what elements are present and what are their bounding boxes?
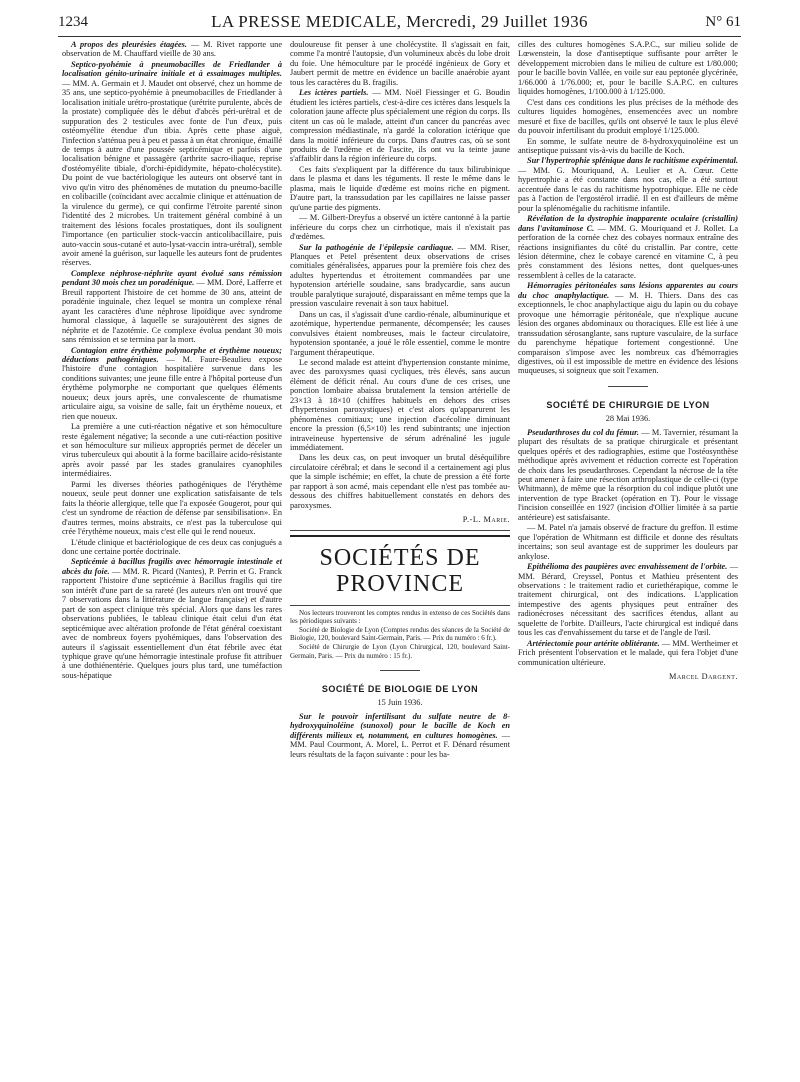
- paragraph-title: Révélation de la dystrophie inapparente oculaire (cristallin) dans l'avitaminose C.: [518, 214, 738, 233]
- divider: [380, 670, 420, 671]
- paragraph: [518, 428, 738, 523]
- paragraph: Ces faits s'expliquent par la différence du taux bilirubinique dans le plasma et dans les téguments. Il reste le même dans le plasma, mais le liquide d'œdème est moins riche en pigment. D'autre part, la transsudation par les capillaires ne laisse passer qu'une partie des pigments.: [290, 164, 510, 212]
- paragraph-body: — M. Rivet rapporte une observation de M. Chauffard vieille de 30 ans.: [62, 40, 282, 59]
- paragraph: cilles des cultures homogènes S.A.P.C., sur milieu solide de Lœwenstein, la dose d'antiseptique suffisante pour arrêter le développement microbien dans le milieu de culture est 1/80.000; pour le bacille bovin Vallée, en voile sur eau peptonée glycérinée, 1/66.000 à 1/76.000; et, pour le bacille S.A.P.C. en cultures liquides homogènes, 1/100.000 à 1/125.000.: [518, 40, 738, 97]
- paragraph-title: Sur l'hypertrophie splénique dans le rachitisme expérimental.: [527, 156, 738, 166]
- paragraph-title: Hémorragies péritonéales sans lésions apparentes au cours du choc anaphylactique.: [518, 281, 738, 300]
- paragraph-body: — MM. Paul Courmont, A. Morel, L. Perrot et F. Dénard résument leurs résultats de la façon suivante : pour les ba-: [290, 730, 511, 759]
- paragraph-body: — MM. G. Mouriquand et J. Rollet. La perforation de la cornée chez des cobayes normaux entraîne des réactions insignifiantes du côté du cristallin. Par contre, cette lésion détermine, chez le cobaye carencé en vitamine C, à peu près constamment des lésions nettes, dont quelques-unes ressemblent à celles de la cataracte.: [518, 223, 738, 280]
- paragraph-body: — MM. G. Mouriquand, A. Leulier et A. Cœur. Cette hypertrophie a été constante dans nos cas, elle a été surtout accentuée dans le cas du rachitisme hypotrophique. Elle ne cède pas à l'action de l'ergostérol irradié. Il en est d'ailleurs de même pour la splénomégalie du rachitisme infantile.: [518, 165, 738, 213]
- paragraph-title: Pseudarthroses du col du fémur.: [527, 427, 639, 437]
- paragraph: — M. Patel n'a jamais observé de fracture du greffon. Il estime que l'opération de Whitmann est difficile et donne des résultats incertains; son seul avantage est de supprimer les douleurs par ankylose.: [518, 523, 738, 561]
- page-number: 1234: [58, 14, 88, 30]
- paragraph-title: Contagion entre érythème polymorphe et érythème noueux; déductions pathogéniques.: [62, 345, 282, 364]
- editorial-note: [290, 609, 510, 660]
- paragraph: [518, 639, 738, 667]
- paragraph-body: — MM. Noël Fiessinger et G. Boudin étudient les ictères partiels, c'est-à-dire ces ictères dans lesquels la coloration jaune affecte plus spécialement une région du corps. Ils citent un cas où le malade, atteint d'un cancer du pancréas avec compression médiastinale, n'a gardé la coloration ictérique que dans la moitié inférieure du corps. Dans d'autres cas, où se sont produits de l'œdème et de l'ascite, ils ont vu la teinte jaune s'affaiblir dans la région inférieure du corps.: [290, 88, 511, 164]
- note-text: Société de Chirurgie de Lyon (Lyon Chirurgical, 120, boulevard Saint-Germain, Paris. — Prix du numéro : 15 fr.).: [290, 643, 510, 660]
- journal-title: LA PRESSE MEDICALE, Mercredi, 29 Juillet 1936: [211, 12, 588, 31]
- paragraph: [62, 346, 282, 422]
- paragraph-body: — MM. R. Picard (Nantes), P. Perrin et G. Franck rapportent l'histoire d'une septicémie à Bacillus fragilis qui tire son intérêt d'une part de sa rareté (les auteurs n'en ont trouvé que 7 observations dans la littérature de langue française) et d'autre part de son aspect clinique très spécial. Alors que dans les rares observations publiées, le tableau clinique était celui d'un état septicémique avec altération profonde de l'état général coexistant avec de nombreux foyers pyohémiques, dans l'observation des auteurs il s'agissait essentiellement d'un état fébrile avec état typhique grave qu'une hémorragie intestinale profuse fit attribuer à une dothiénentérie. Quelques jours plus tard, une tuméfaction sous-hépatique: [62, 566, 282, 680]
- session-date: 28 Mai 1936.: [605, 414, 651, 424]
- paragraph-body: — M. Tavernier, résumant la plupart des résultats de sa pratique chirurgicale et présentant quelques opérés et des radiographies, estime que l'ostéosynthèse méthodique après avivement et réduction correcte est l'opération de choix dans les pseudarthroses. Cependant la nécrose de la tête peut amener à faire une résection arthroplastique de celle-ci (type Whitmann), de même que la résorption du col indique plutôt une intervention de type Bracket (opération en T). Pour le vissage l'incision conseillée en 1927 (incision d'Ollier limitée à sa partie antérieure) est satisfaisante.: [518, 427, 738, 522]
- paragraph: [518, 156, 738, 213]
- paragraph-title: Artériectomie pour artérite oblitérante.: [527, 638, 660, 648]
- paragraph-title: Complexe néphrose-néphrite ayant évolué sans rémission pendant 30 mois chez un poradénique.: [62, 268, 282, 288]
- paragraph-title: Septico-pyohémie à pneumobacilles de Friedlander à localisation génito-urinaire initiale et à essaimages multiples.: [62, 59, 282, 79]
- divider: [608, 386, 648, 387]
- note-text: Société de Biologie de Lyon (Comptes rendus des séances de la Société de Biologie, 120, boulevard Saint-Germain, Paris. — Prix du numéro : 6 fr.).: [290, 626, 510, 643]
- note-text: Nos lecteurs trouveront les comptes rendus in extenso de ces Sociétés dans les périodiques suivants :: [290, 608, 510, 625]
- paragraph: Parmi les diverses théories pathogéniques de l'érythème noueux, seule peut donner une explication satisfaisante de tels faits la théorie allergique, telle que l'a exposée Gougerot, pour qui c'est un syndrome de réaction de défense par sensibilisation». En d'autres termes, moins abstraits, ce n'est pas la tuberculose qui crée l'érythème noueux, mais c'est elle qui le rend noueux.: [62, 479, 282, 537]
- paragraph: [518, 562, 738, 638]
- column-middle: [290, 40, 510, 759]
- paragraph: En somme, le sulfate neutre de 8-hydroxyquinoléine est un antiseptique puissant vis-à-vis du bacille de Koch.: [518, 136, 738, 155]
- section-divider-thick: [290, 535, 510, 537]
- society-title: SOCIÉTÉ DE CHIRURGIE DE LYON: [546, 399, 710, 410]
- signature: [518, 672, 738, 681]
- paragraph-title: A propos des pleurésies étagées.: [71, 40, 187, 49]
- section-divider: [290, 605, 510, 606]
- paragraph: [518, 214, 738, 280]
- section-heading: SOCIÉTÉS DE PROVINCE: [319, 544, 481, 597]
- signature-text: P.-L. Marie.: [462, 515, 510, 525]
- paragraph: [62, 60, 282, 268]
- session-date: 15 Juin 1936.: [377, 698, 423, 708]
- section-divider: [290, 530, 510, 531]
- paragraph-body: — M. Faure-Beaulieu expose l'histoire d'une contagion hospitalière survenue dans les conditions suivantes; une jeune fille entre à l'hôpital porteuse d'un érythème polymorphe ne comportant que quelques éléments noueux; deux jours après, une convalescente de rhumatisme articulaire aigu, sa voisine de salle, fait un érythème noueux, et rien que noueux.: [62, 354, 282, 421]
- paragraph: L'étude clinique et bactériologique de ces deux cas conjugués a donc une certaine portée doctrinale.: [62, 537, 282, 557]
- paragraph: — M. Gilbert-Dreyfus a observé un ictère cantonné à la partie inférieure du corps chez un cirrhotique, mais il n'existait pas d'œdèmes.: [290, 213, 510, 242]
- paragraph-title: Les ictères partiels.: [299, 88, 369, 98]
- paragraph-body: — MM. A. Germain et J. Maudet ont observé, chez un homme de 35 ans, une septico-pyohémie à pneumobacilles de Friedlander à localisation initiale urétro-prostatique (urétrite purulente, abcès de la prostate) compliquée dès le début d'abcès péri-urétral et de suppuration des 2 testicules avec fonte de l'un d'eux, puis ostéomyélite étendue d'un tibia. Après cette phase aiguë, l'infection s'atténua peu à peu et passa à un état chronique, émaillé de temps à autre d'une poussée septicémique et parfois d'une localisation bénigne et passagère (arthrite sacro-iliaque, reprise d'ostéomyélite tibiale, d'orchi-épididymite, hépato-cholécystite). Du point de vue bactériologique les auteurs ont observé tant in vivo qu'in vitro des phénomènes de mutation du pneumo-bacille en colibacille (coïncidant avec accalmie clinique et atténuation de la virulence du germe), ce qui confirme l'étroite parenté sinon l'identité des 2 microbes. Un traitement général combiné à un traitement des lésions focales prostatiques, dont ils soulignent l'importance (en particulier stock-vaccin anticolibacillaire, puis auto-vaccin sous-cutané et auto-lysat-vaccin intra-urétral), semble avoir amené la guérison, sur laquelle les auteurs font de prudentes réserves.: [62, 78, 283, 268]
- paragraph: Dans les deux cas, on peut invoquer un brutal déséquilibre circulatoire cérébral; et dans le second il a certainement agi plus que la simple ischémie; en effet, la chute de pression a été forte par rapport à son acmé, mais cependant elle n'est pas tombée au-dessous des chiffres habituellement constatés en dehors des paroxysmes.: [290, 453, 510, 510]
- society-title: SOCIÉTÉ DE BIOLOGIE DE LYON: [321, 683, 479, 694]
- paragraph-body: — M. H. Thiers. Dans des cas exceptionnels, le choc anaphylactique aigu du lapin ou du cobaye provoque une hémorragie péritonéale, que n'explique aucune lésion des organes abdominaux ou thoraciques. Elle est liée à une transsudation sérosanglante, sans rupture vasculaire, de la surface du parenchyme hépatique fortement congestionné. Une comparaison s'impose avec les nombreux cas d'hémorragies digestives, où il est impossible de mettre en évidence des lésions muqueuses, si soigneux que soit l'examen.: [518, 290, 738, 376]
- paragraph-body: — MM. Wertheimer et Frich présentent l'observation et le malade, qui fera l'objet d'une communication ultérieure.: [518, 638, 738, 667]
- signature: [290, 515, 510, 524]
- page-header: [58, 12, 741, 38]
- paragraph: C'est dans ces conditions les plus précises de la méthode des cultures liquides homogènes, ensemencées avec un nombre mesuré et fixe de bacilles, qu'ils ont observé le taux le plus élevé du pouvoir infertilisant du produit employé 1/125.000.: [518, 97, 738, 136]
- paragraph: Dans un cas, il s'agissait d'une cardio-rénale, albuminurique et azotémique, hypertendue permanente, décompensée; les causes convulsives étaient nombreuses, mais le facteur circulatoire, hypotension spontanée, a joué le rôle essentiel, comme le montre l'argument thérapeutique.: [290, 309, 510, 357]
- paragraph: [62, 40, 282, 59]
- paragraph-title: Epithélioma des paupières avec envahissement de l'orbite.: [527, 562, 728, 572]
- paragraph: [290, 243, 510, 309]
- header-rule: [58, 36, 741, 37]
- paragraph-title: Sur le pouvoir infertilisant du sulfate neutre de 8-hydroxyquinoléine (sunoxol) pour le bacille de Koch en différents milieux et, notamment, en cultures homogènes.: [290, 711, 510, 740]
- paragraph: [518, 281, 738, 376]
- paragraph: La première a une cuti-réaction négative et son hémoculture reste également négative; la seconde a une cuti-réaction positive et son hémoculture sur milieux appropriés permet de déceler un virus tuberculeux qui aboutit à la forme bacillaire acido-résistante après avoir passé par les stades granulaires cyanophiles intermédiaires.: [62, 422, 282, 479]
- paragraph-body: — MM. Doré, Lafferre et Breuil rapportent l'histoire de cet homme de 30 ans, atteint de poradénie inguinale, chez lequel se montra un complexe rénal ayant les caractères d'une néphrose lipoïdique avec syndrome humoral classique, à laquelle se surajoutèrent des signes de néphrite et de l'azotémie. Ce complexe évolua pendant 30 mois sans rémission et se termina par la mort.: [62, 278, 282, 345]
- paragraph-body: — MM. Riser, Planques et Petel présentent deux observations de crises comitiales généralisées, apparues pour la première fois chez des adultes hypertendus et étroitement commandées par une hypotension artérielle soudaine, sans bradycardie, sans aucun trouble paralytique surajouté, disparaissant en même temps que la pression vasculaire revenait à son taux habituel.: [290, 242, 510, 309]
- paragraph: [62, 269, 282, 345]
- paragraph: douloureuse fit penser à une cholécystite. Il s'agissait en fait, comme l'a montré l'autopsie, d'un volumineux abcès du lobe droit du foie. Une hémoculture par le procédé ingénieux de Gory et Jaubert permit de mettre en évidence un bacille anaérobie ayant tous les caractères du B. fragilis.: [290, 40, 510, 87]
- issue-number: N° 61: [705, 14, 741, 30]
- paragraph: [62, 557, 282, 680]
- signature-text: Marcel Dargent.: [668, 672, 738, 682]
- paragraph-title: Septicémie à bacillus fragilis avec hémorragie intestinale et abcès du foie.: [62, 557, 282, 576]
- paragraph-body: — MM. Bérard, Creyssel, Pontus et Mathieu présentent des observations : le traitement radio et curiethérapique, comme le traitement chirurgical, ont des indications. L'application intempestive des agents physiques peut entraîner des radionécroses nécessitant des sacrifices étendus, allant au squelette de l'orbite. D'ailleurs, l'acte chirurgical est indiqué dans tous les cas d'envahissement du tarse et de l'angle de l'œil.: [518, 562, 738, 638]
- column-left: [62, 40, 282, 680]
- column-right: [518, 40, 738, 682]
- paragraph-title: Sur la pathogénie de l'épilepsie cardiaque.: [299, 242, 454, 252]
- paragraph: Le second malade est atteint d'hypertension constante minime, avec des paroxysmes quasi cycliques, très élevés, sans aucun élément de déficit rénal. Au cours d'une de ces crises, une ponction lombaire abaissa brutalement la tension artérielle de 23×13 à 18×10 (chiffres habituels en dehors des crises d'hypertension paroxystiques) et c'est alors qu'apparurent les phénomènes comitiaux; une injection d'acécoline diminuant encore la pression (6,5×10) les rend subintrants; une injection intraveineuse hypertensive de sérum adrénaliné les jugule immédiatement.: [290, 357, 510, 453]
- paragraph: [290, 712, 510, 759]
- paragraph: [290, 88, 510, 164]
